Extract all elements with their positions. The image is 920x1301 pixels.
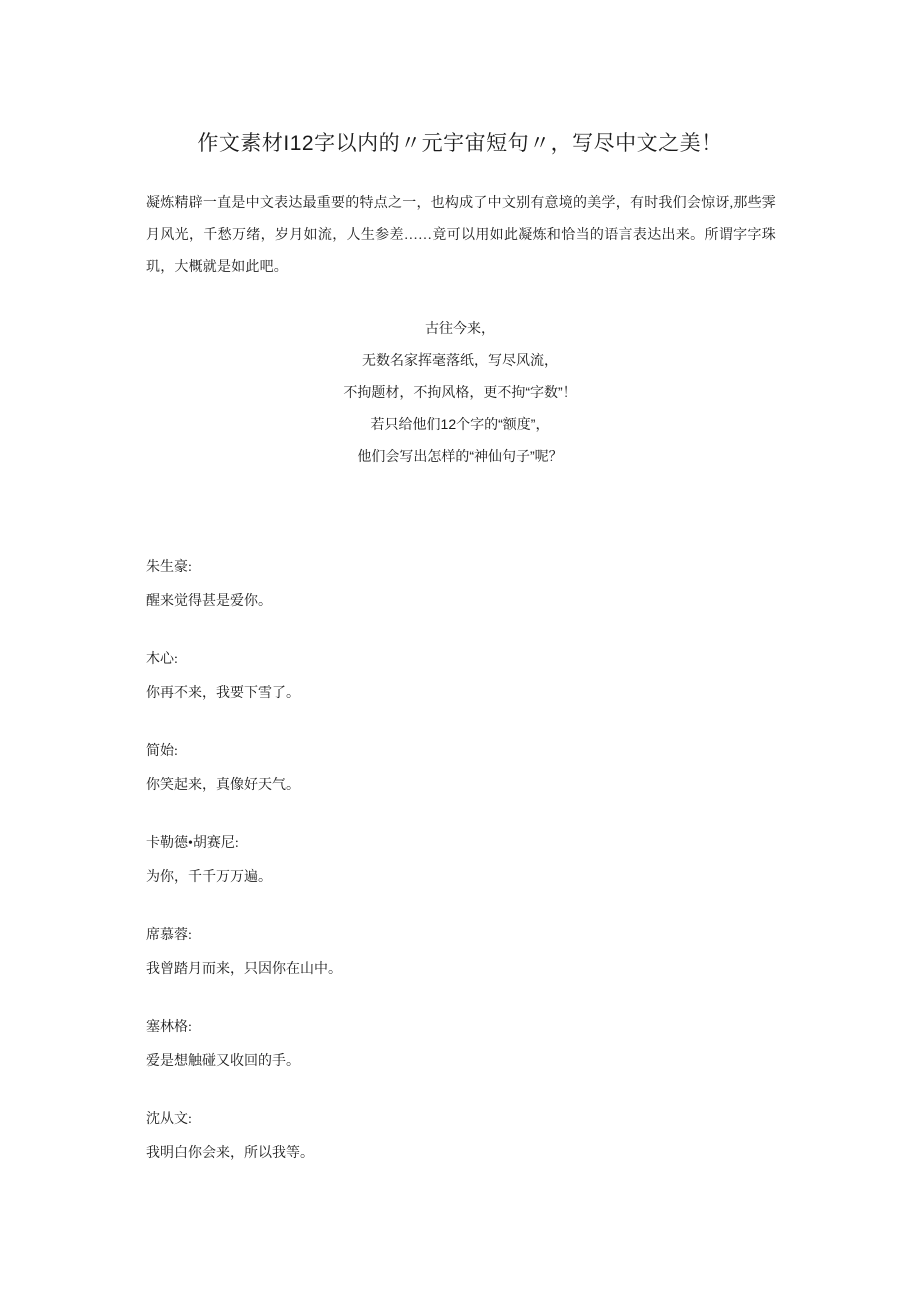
quote-author: 简始: <box>146 744 178 759</box>
quote-item <box>146 740 776 832</box>
poem-line: 他们会写出怎样的“神仙句子”呢？ <box>357 448 563 464</box>
quote-text: 你再不来，我要下雪了。 <box>146 686 300 701</box>
intro-paragraph-block <box>146 188 776 284</box>
quote-author: 朱生豪: <box>146 560 192 575</box>
quote-text: 为你，千千万万遍。 <box>146 870 272 885</box>
poem-block <box>0 312 920 472</box>
page-title: 作文素材I12字以内的〃元宇宙短句〃，写尽中文之美！ <box>197 132 723 155</box>
quote-text: 我曾踏月而来，只因你在山中。 <box>146 962 342 977</box>
quote-item <box>146 1108 776 1200</box>
quote-author: 木心: <box>146 652 178 667</box>
quote-item <box>146 832 776 924</box>
quote-text: 你笑起来，真像好天气。 <box>146 778 300 793</box>
quote-item <box>146 1016 776 1108</box>
quote-author: 席慕蓉: <box>146 928 192 943</box>
quote-author: 沈从文: <box>146 1112 192 1127</box>
intro-paragraph: 凝炼精辟一直是中文表达最重要的特点之一，也构成了中文别有意境的美学，有时我们会惊讶,那些霁月风光，千愁万绪，岁月如流，人生参差……竟可以用如此凝炼和恰当的语言表达出来。所谓字字珠玑，大概就是如此吧。 <box>146 196 776 275</box>
quote-item <box>146 648 776 740</box>
poem-line: 若只给他们12个字的“额度”， <box>370 416 550 432</box>
poem-line: 无数名家挥毫落纸，写尽风流， <box>362 352 558 368</box>
quote-text: 醒来觉得甚是爱你。 <box>146 594 272 609</box>
quote-item <box>146 556 776 648</box>
quote-author: 塞林格: <box>146 1020 192 1035</box>
quote-text: 我明白你会来，所以我等。 <box>146 1146 314 1161</box>
quote-text: 爱是想触碰又收回的手。 <box>146 1054 300 1069</box>
poem-line: 古往今来， <box>425 320 495 336</box>
quotes-list <box>146 556 776 1200</box>
quote-author: 卡勒德•胡赛尼: <box>146 836 239 851</box>
quote-item <box>146 924 776 1016</box>
poem-line: 不拘题材，不拘风格，更不拘“字数”！ <box>343 384 577 400</box>
